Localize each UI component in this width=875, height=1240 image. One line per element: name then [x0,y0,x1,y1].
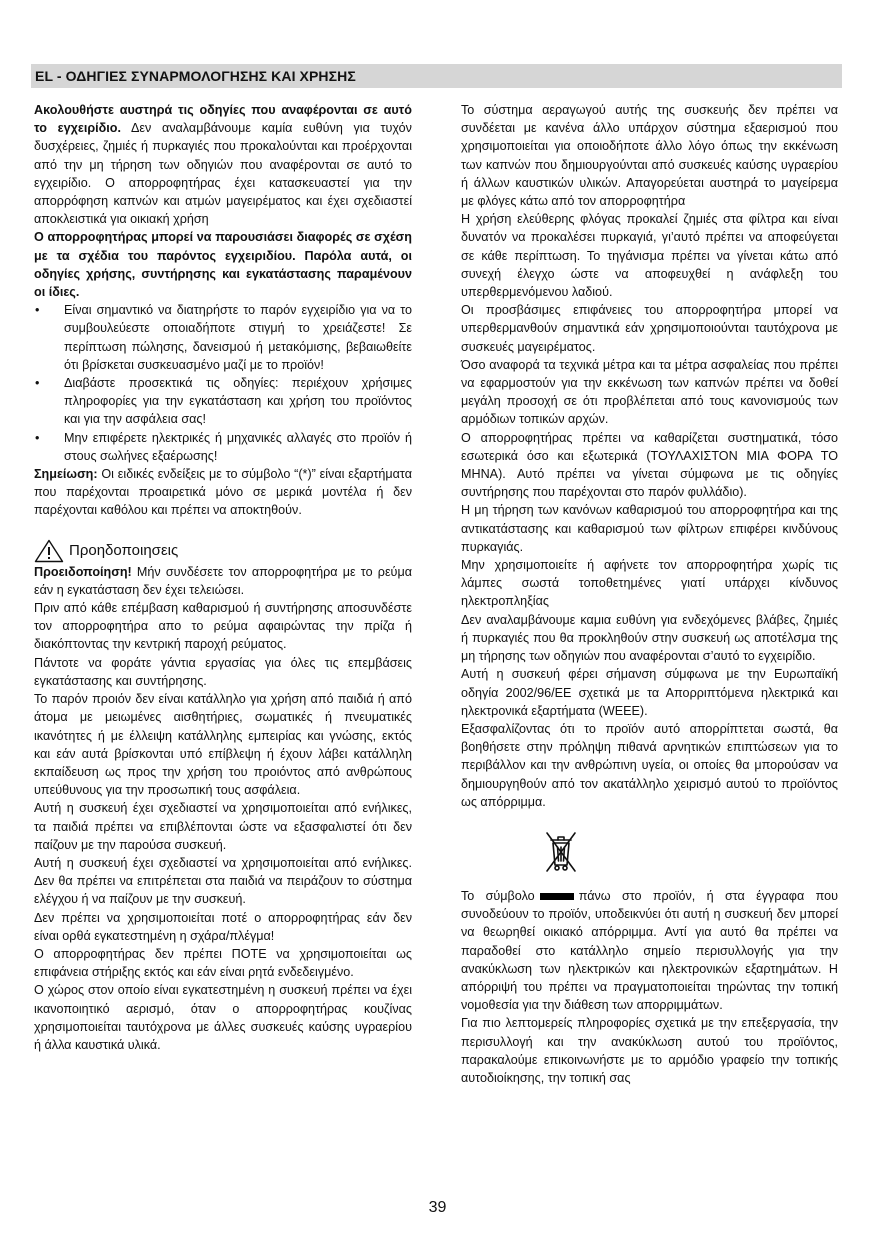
bullet-list [34,301,412,465]
paragraph: Το σύστημα αεραγωγού αυτής της συσκευής δεν πρέπει να συνδέεται με κανένα άλλο υπάρχον σύστημα εξαερισμού που χρησιμοποιείται για οποιοδήποτε άλλο λόγο όπως την εκκένωση των καπνών που δημιουργούνται από συσκευές καύσης υγραερίου ή άλλων καυστικών υλικών. Απαγορεύεται αυστηρά το μαγείρεμα με φλόγες κάτω από τον απορροφητήρα [461,103,838,209]
symbol-text-before: Το σύμβολο [461,888,535,903]
left-column [34,101,412,1054]
variation-notice [34,228,412,301]
paragraph: Ο απορροφητήρας δεν πρέπει ΠΟΤΕ να χρησιμοποιείται ως επιφάνεια στήριξης εκτός και εάν είναι ρητά ενδεδειγμένο. [34,946,412,980]
list-item: • Διαβάστε προσεκτικά τις οδηγίες: περιέχουν χρήσιμες πληροφορίες για την εγκατάσταση και χρήση του προϊόντος και για την ασφάλεια σας! [34,374,412,429]
warning-triangle-icon [34,539,64,563]
crossed-out-bin-icon [541,827,581,875]
warnings-heading [34,539,412,563]
paragraph: Οι προσβάσιμες επιφάνειες του απορροφητήρα μπορεί να υπερθερμανθούν σημαντικά εάν χρησιμοποιούνται ταυτόχρονα με συσκευές μαγειρέματος. [461,303,838,354]
intro-bold-text: Ακολουθήστε αυστηρά τις οδηγίες που αναφέρονται σε αυτό το εγχειρίδιο. [34,103,412,136]
paragraph: Για πιο λεπτομερείς πληροφορίες σχετικά με την επεξεργασία, την περισυλλογή και την ανακύκλωση αυτού του προϊόντος, παρακαλούμε επικοινωνήστε με το αρμόδιο γραφείο την τοπικής αυτοδιοίκησης, την τοπική σας [461,1016,838,1085]
note-label: Σημείωση: [34,467,98,482]
note-paragraph [34,465,412,520]
paragraph: Αυτή η συσκευή φέρει σήμανση σύμφωνα με την Ευρωπαϊκή οδηγία 2002/96/ΕΕ σχετικά με τα Απορριπτόμενα ηλεκτρικά και ηλεκτρονικά εξαρτήματα (WEEE). [461,667,838,718]
warnings-heading-text: Προηδοποιησεις [69,541,179,559]
paragraph: Αυτή η συσκευή έχει σχεδιαστεί να χρησιμοποιείται από ενήλικες, τα παιδιά πρέπει να επιβλέπονται ώστε να εξασφαλιστεί ότι δεν παίζουν με την παρούσα συσκευή. [34,801,412,852]
paragraph: Ο χώρος στον οποίο είναι εγκατεστημένη η συσκευή πρέπει να έχει ικανοποιητικό αερισμό, όταν ο απορροφητήρας κουζίνας χρησιμοποιείται ταυτόχρονα με άλλες συσκευές καύσης υγραερίου ή άλλα καυστικά υλικά. [34,983,412,1052]
paragraph: Η μη τήρηση των κανόνων καθαρισμού του απορροφητήρα και της αντικατάστασης και καθαρισμού των φίλτρων επιφέρει κινδύνους πυρκαγιάς. [461,503,838,554]
paragraph: Δεν πρέπει να χρησιμοποιείται ποτέ ο απορροφητήρας εάν δεν είναι ορθά εγκατεστημένη η σχάρα/πλέγμα! [34,910,412,943]
paragraph: Πάντοτε να φοράτε γάντια εργασίας για όλες τις επεμβάσεις εγκατάστασης και συντήρησης. [34,655,412,688]
weee-symbol-area [461,811,838,887]
black-bar-symbol [540,893,574,900]
variation-bold-text: Ο απορροφητήρας μπορεί να παρουσιάσει διαφορές σε σχέση με τα σχέδια του παρόντος εγχειριδίου. Παρόλα αυτά, οι οδηγίες χρήσης, συντήρησης και εγκατάστασης παραμένουν οι ίδιες. [34,230,412,300]
paragraph: Αυτή η συσκευή έχει σχεδιαστεί να χρησιμοποιείται από ενήλικες. Δεν θα πρέπει να επιτρέπεται στα παιδιά να πειράζουν το σύστημα ελέγχου ή να παίζουν με την συσκευή. [34,855,412,907]
paragraph: Ο απορροφητήρας πρέπει να καθαρίζεται συστηματικά, τόσο εσωτερικά όσο και εξωτερικά (ΤΟΥΛΑΧΙΣΤΟΝ ΜΙΑ ΦΟΡΑ ΤΟ ΜΗΝΑ). Αυτό πρέπει να γίνεται σύμφωνα με τις οδηγίες συντήρησης που παρέχονται στο παρόν φυλλάδιο). [461,430,838,500]
paragraph: Πριν από κάθε επέμβαση καθαρισμού ή συντήρησης αποσυνδέστε τον απορροφητήρα απο το ρεύμα αφαιρώντας την πρίζα ή διακόπτοντας την κεντρική παροχή ρεύματος. [34,601,412,652]
symbol-text-after: πάνω στο προϊόν, ή στα έγγραφα που συνοδεύουν το προϊόν, υποδεικνύει ότι αυτή η συσκευή δεν μπορεί να θεωρηθεί οικιακό απόρριμμα. Αντί για αυτό θα πρέπει να παραδοθεί στο κατάλληλο σημείο περισυλλογής για την ανακύκλωση των ηλεκτρικών και ηλεκτρονικών εξαρτημάτων. Η απόρριψή του πρέπει να πραγματοποιείται τηρώντας την τοπική νομοθεσία για την διάθεση των απορριμμάτων. [461,888,838,1013]
paragraph: Το παρόν προιόν δεν είναι κατάλληλο για χρήση από παιδιά ή από άτομα με μειωμένες αισθητήριες, σωματικές ή πνευματικές ικανότητες ή με έλλειψη κατάλληλης εμπειρίας και γνώσης, εκτός και εάν αυτά βρίσκονται υπό επίβλεψη ή έχουν λάβει κατάλληλη εκπαίδευση ως προς την χρήση του προιόντος από ανθρώπους υπεύθυνους για την προσωπική τους ασφάλεια. [34,692,412,798]
section-header-bar [31,64,842,88]
warning-paragraph [34,563,412,599]
warning-label: Προειδοποίηση! [34,564,132,579]
note-text: Οι ειδικές ενδείξεις με το σύμβολο “(*)” είναι εξαρτήματα που παρέχονται προαιρετικά μόνο σε μερικά μοντέλα ή δεν παρέχονται καθόλου και πρέπει να αποκτηθούν. [34,467,412,518]
intro-paragraph [34,101,412,228]
list-item: • Μην επιφέρετε ηλεκτρικές ή μηχανικές αλλαγές στο προϊόν ή στους σωλήνες εξαέρωσης! [34,429,412,465]
right-column [461,101,838,1087]
warning-text: Μήν συνδέσετε τον απορροφητήρα με το ρεύμα εάν η εγκατάσταση δεν έχει τελειώσει. [34,564,412,597]
section-title: EL - ΟΔΗΓΙΕΣ ΣΥΝΑΡΜΟΛΟΓΗΣΗΣ ΚΑΙ ΧΡΗΣΗΣ [35,68,356,84]
page-number: 39 [428,1199,447,1216]
list-item: • Είναι σημαντικό να διατηρήστε το παρόν εγχειρίδιο για να το συμβουλεύεστε οποιαδήποτε στιγμή το χρειάζεστε! Σε περίπτωση πώλησης, δανεισμού ή μετακόμισης, βεβαιωθείτε ότι βρίσκεται συσκευασμένο μαζί με το προϊόν! [34,301,412,374]
paragraph: Η χρήση ελεύθερης φλόγας προκαλεί ζημιές στα φίλτρα και είναι δυνατόν να προκαλέσει πυρκαγιά, γι’αυτό πρέπει να αποφεύγεται σε κάθε περίπτωση. Το τηγάνισμα πρέπει να γίνεται κάτω από συνεχή έλεγχο ώστε να αποφευχθεί η ανάφλεξη του υπερθερμενόμενου λαδιού. [461,212,838,300]
intro-text: Δεν αναλαμβάνουμε καμία ευθύνη για τυχόν δυσχέρειες, ζημιές ή πυρκαγιές που προκαλούνται και προέρχονται από την μη τήρηση των οδηγιών που αναφέρονται σε αυτό το εγχειρίδιο. Ο απορροφητήρας έχει κατασκευαστεί για την απορρόφηση καπνών και ατμών μαγειρέματος και έχει σχεδιαστεί αποκλειστικά για οικιακή χρήση [34,121,412,227]
paragraph: Εξασφαλίζοντας ότι το προϊόν αυτό απορρίπτεται σωστά, θα βοηθήσετε στην πρόληψη πιθανά αρνητικών επιπτώσεων για το περιβάλλον και την ανθρώπινη υγεία, οι οποίες θα μπορούσαν να δημιουργηθούν από τον ακατάλληλο χειρισμό αυτού το προϊόντος ως απόρριμμα. [461,721,838,809]
paragraph: Δεν αναλαμβάνουμε καμια ευθύνη για ενδεχόμενες βλάβες, ζημιές ή πυρκαγιές που θα προκληθούν στην συσκευή ως αποτέλσμα της μη τήρησης των οδηγιών που αναφέρονται σ’αυτό το εγχειρίδιο. [461,612,838,664]
paragraph: Μην χρησιμοποιείτε ή αφήνετε τον απορροφητήρα χωρίς τις λάμπες σωστά τοποθετημένες γιατί υπάρχει κίνδυνος ηλεκτροπληξίας [461,558,838,609]
paragraph: Όσο αναφορά τα τεχνικά μέτρα και τα μέτρα ασφαλείας που πρέπει να εφαρμοστούν για την εκκένωση των καπνών πρέπει να δοθεί μεγάλη προσοχή σε ότι προβλέπεται από τους κανονισμούς των αρμόδιων τοπικών αρχών. [461,357,838,427]
symbol-paragraph [461,887,838,1014]
